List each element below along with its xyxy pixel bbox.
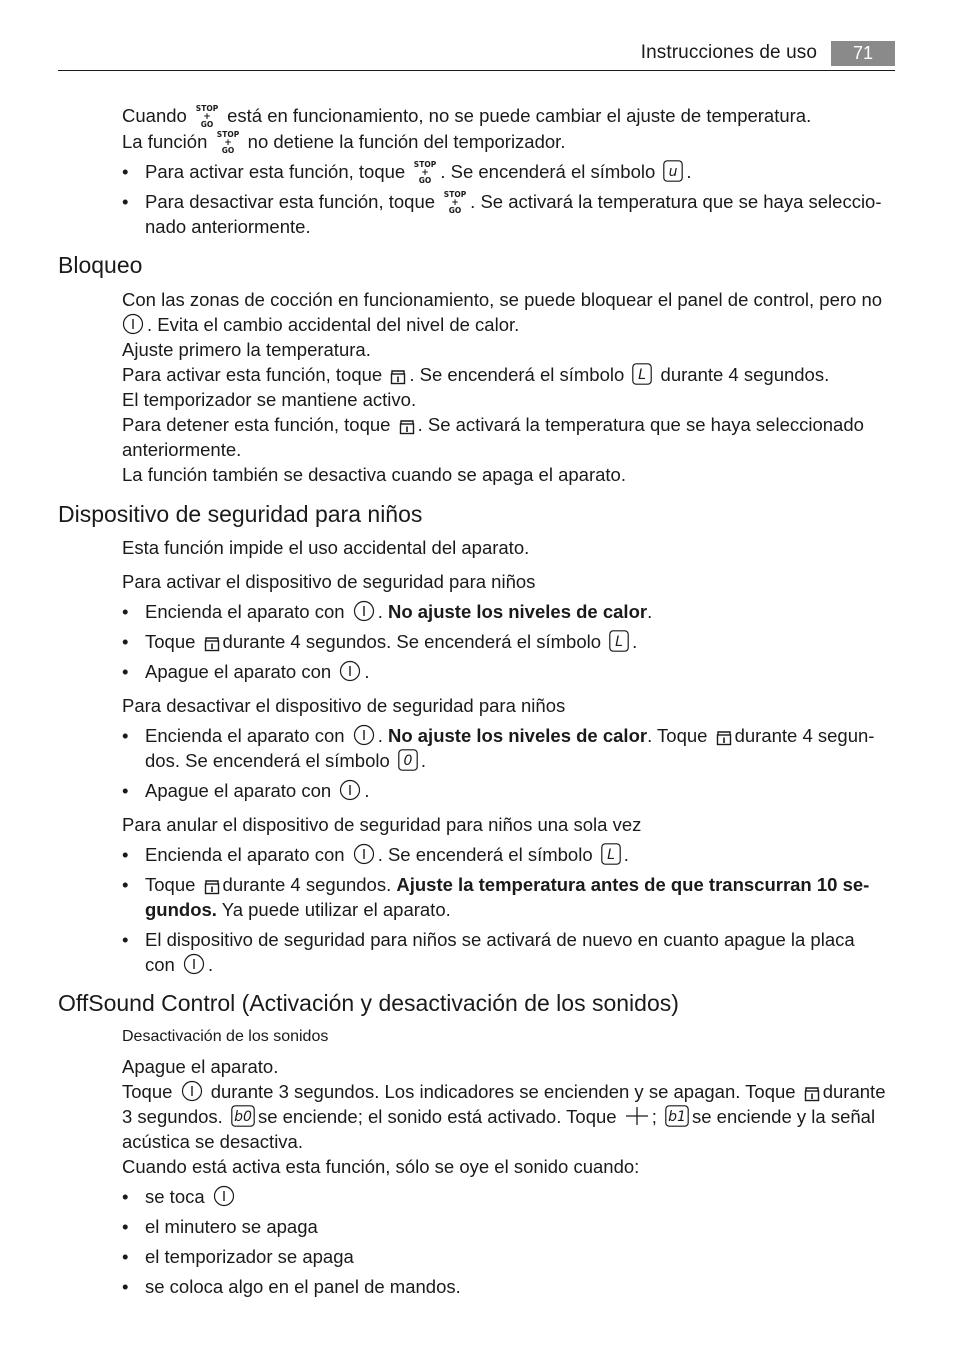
offsound-bullet-2: • el minutero se apaga (122, 1216, 318, 1237)
symbol-b0-icon (231, 1105, 255, 1127)
bullet-dot: • (122, 844, 129, 865)
bullet-dot: • (122, 631, 129, 652)
power-icon (339, 779, 361, 801)
offsound-line-2: Toque durante 3 segundos. Los indicadores se encienden y se apagan. Toque durante (122, 1081, 886, 1102)
intro-bullet-desactivar: • Para desactivar esta función, toque STOP + GO . Se activará la temperatura que se haya seleccio- (122, 190, 882, 214)
svg-text:GO: GO (419, 176, 432, 184)
stop-go-icon (413, 160, 437, 184)
offsound-subheading: Desactivación de los sonidos (122, 1028, 329, 1045)
section-heading-bloqueo: Bloqueo (58, 252, 143, 278)
power-icon (353, 600, 375, 622)
bullet-dot: • (122, 161, 129, 182)
svg-text:STOP: STOP (216, 130, 239, 139)
bloqueo-line-2: . Evita el cambio accidental del nivel de calor. (122, 313, 519, 337)
offsound-line-3: 3 segundos. b0 se enciende; el sonido está activado. Toque ; b1 se enciende y la señal (122, 1106, 876, 1127)
desactivar-bullet-1-cont: dos. Se encenderá el símbolo 0 . (145, 750, 427, 771)
bullet-dot: • (122, 191, 129, 212)
anular-bullet-1: • Encienda el aparato con . Se encenderá el símbolo L . (122, 844, 629, 865)
bloqueo-line-6: Para detener esta función, toque . Se activará la temperatura que se haya seleccionado (122, 414, 864, 435)
bullet-dot: • (122, 661, 129, 682)
power-icon (213, 1185, 235, 1207)
bloqueo-line-5: El temporizador se mantiene activo. (122, 389, 417, 410)
power-icon (353, 724, 375, 746)
stop-go-icon (216, 130, 240, 154)
svg-text:u: u (668, 164, 678, 180)
lock-key-icon (204, 634, 220, 652)
svg-text:b1: b1 (668, 1109, 686, 1125)
bullet-dot: • (122, 1246, 129, 1267)
lock-key-icon (204, 877, 220, 895)
bullet-dot: • (122, 725, 129, 746)
header-title: Instrucciones de uso (640, 42, 817, 63)
offsound-line-5: Cuando está activa esta función, sólo se oye el sonido cuando: (122, 1156, 640, 1177)
plus-icon (625, 1105, 649, 1127)
bullet-dot: • (122, 601, 129, 622)
svg-text:b0: b0 (234, 1109, 252, 1125)
anular-bullet-2-cont: gundos. Ya puede utilizar el aparato. (145, 899, 451, 920)
svg-text:L: L (638, 367, 647, 383)
subheading-anular: Para anular el dispositivo de seguridad para niños una sola vez (122, 814, 642, 835)
symbol-l-icon (609, 630, 629, 652)
bloqueo-line-3: Ajuste primero la temperatura. (122, 339, 371, 360)
svg-text:+: + (203, 112, 211, 122)
offsound-bullet-1: • se toca (122, 1185, 238, 1209)
svg-text:STOP: STOP (195, 104, 219, 113)
section-heading-seguridad: Dispositivo de seguridad para niños (58, 501, 423, 527)
page-number: 71 (831, 41, 895, 66)
activar-bullet-3: • Apague el aparato con . (122, 661, 370, 682)
symbol-u-icon (663, 160, 683, 182)
power-icon (122, 313, 144, 335)
subheading-desactivar: Para desactivar el dispositivo de seguridad para niños (122, 695, 566, 716)
bullet-dot: • (122, 1186, 129, 1207)
bloqueo-line-7: anteriormente. (122, 439, 242, 460)
stop-go-icon (195, 104, 219, 128)
bloqueo-line-4: Para activar esta función, toque . Se encenderá el símbolo L durante 4 segundos. (122, 364, 830, 385)
section-heading-offsound: OffSound Control (Activación y desactivación de los sonidos) (58, 990, 679, 1016)
offsound-line-4: acústica se desactiva. (122, 1131, 303, 1152)
page-header (58, 38, 895, 72)
svg-text:GO: GO (200, 120, 214, 128)
header-rule (58, 70, 895, 71)
svg-text:GO: GO (221, 146, 234, 154)
svg-text:L: L (615, 634, 624, 650)
intro-line-1: Cuando STOP + GO está en funcionamiento, no se puede cambiar el ajuste de temperatura. (122, 104, 812, 128)
subheading-activar: Para activar el dispositivo de seguridad para niños (122, 571, 536, 592)
bullet-dot: • (122, 780, 129, 801)
power-icon (181, 1080, 203, 1102)
power-icon (353, 843, 375, 865)
anular-bullet-2: • Toque durante 4 segundos. Ajuste la temperatura antes de que transcurran 10 se- (122, 874, 870, 895)
power-icon (339, 660, 361, 682)
bloqueo-line-8: La función también se desactiva cuando se apaga el aparato. (122, 464, 626, 485)
svg-text:+: + (421, 168, 430, 178)
intro-bullet-activar: • Para activar esta función, toque STOP + GO . Se encenderá el símbolo u . (122, 160, 692, 184)
svg-text:+: + (223, 138, 232, 148)
offsound-bullet-3: • el temporizador se apaga (122, 1246, 354, 1267)
bloqueo-line-1: Con las zonas de cocción en funcionamiento, se puede bloquear el panel de control, pero no (122, 289, 883, 310)
bullet-dot: • (122, 1276, 129, 1297)
symbol-zero-icon (398, 749, 418, 771)
lock-key-icon (390, 367, 406, 385)
desactivar-bullet-1: • Encienda el aparato con . No ajuste los niveles de calor. Toque durante 4 segun- (122, 725, 875, 746)
bullet-dot: • (122, 1216, 129, 1237)
offsound-line-1: Apague el aparato. (122, 1056, 279, 1077)
seguridad-intro: Esta función impide el uso accidental del aparato. (122, 537, 530, 558)
anular-bullet-3: • El dispositivo de seguridad para niños se activará de nuevo en cuanto apague la placa (122, 929, 855, 950)
symbol-l-icon (601, 843, 621, 865)
svg-text:GO: GO (448, 206, 462, 214)
bullet-dot: • (122, 874, 129, 895)
power-icon (183, 953, 205, 975)
activar-bullet-2: • Toque durante 4 segundos. Se encenderá el símbolo L . (122, 631, 638, 652)
svg-text:STOP: STOP (414, 160, 437, 169)
offsound-bullet-4: • se coloca algo en el panel de mandos. (122, 1276, 461, 1297)
svg-text:L: L (606, 847, 615, 863)
lock-key-icon (399, 417, 415, 435)
symbol-b1-icon (665, 1105, 689, 1127)
symbol-l-icon (632, 363, 652, 385)
bullet-dot: • (122, 929, 129, 950)
activar-bullet-1: • Encienda el aparato con . No ajuste los niveles de calor. (122, 601, 653, 622)
lock-key-icon (804, 1084, 820, 1102)
intro-bullet-desactivar-cont: nado anteriormente. (145, 216, 311, 237)
desactivar-bullet-2: • Apague el aparato con . (122, 780, 370, 801)
stop-go-icon (443, 190, 467, 214)
anular-bullet-3-cont: con . (145, 954, 214, 975)
intro-line-2: La función STOP + GO no detiene la función del temporizador. (122, 130, 566, 154)
lock-key-icon (716, 728, 732, 746)
svg-text:0: 0 (403, 753, 413, 769)
svg-text:STOP: STOP (443, 190, 467, 199)
svg-text:+: + (451, 198, 459, 208)
